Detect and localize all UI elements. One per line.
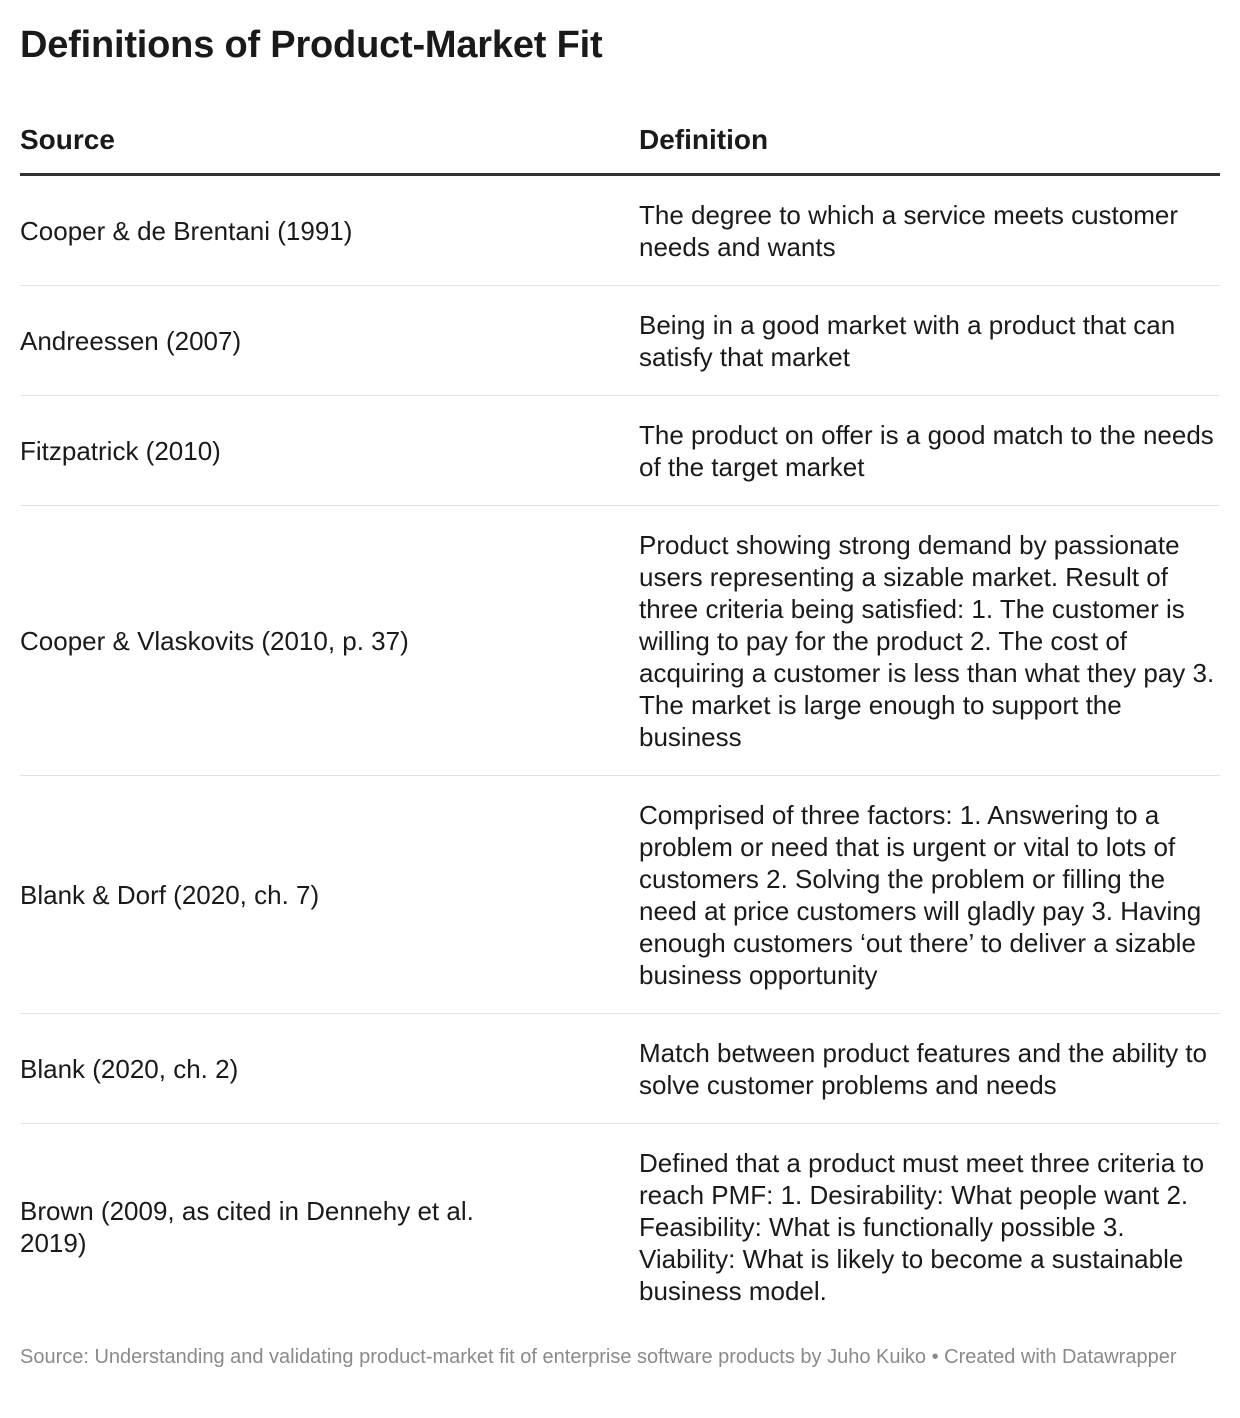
cell-source: Cooper & Vlaskovits (2010, p. 37) [20, 626, 409, 656]
table-row [20, 506, 1220, 776]
cell-source: Blank (2020, ch. 2) [20, 1054, 239, 1084]
definitions-table [20, 118, 1220, 1329]
table-row [20, 286, 1220, 396]
table-header [20, 118, 1220, 176]
table-row [20, 176, 1220, 286]
header-source: Source [20, 123, 115, 155]
cell-definition: Being in a good market with a product that can satisfy that market [639, 310, 1176, 372]
cell-definition: The degree to which a service meets customer needs and wants [639, 200, 1179, 262]
cell-definition: Comprised of three factors: 1. Answering to a problem or need that is urgent or vital to lots of customers 2. Solving the problem or filling the need at price customers will gladly pay 3. Having enough customers ‘out there’ to deliver a sizable business opportunity [639, 800, 1202, 990]
page-title: Definitions of Product-Market Fit [20, 24, 603, 66]
header-definition: Definition [639, 123, 769, 155]
table-row [20, 1014, 1220, 1124]
cell-source: Fitzpatrick (2010) [20, 436, 221, 466]
table-row [20, 776, 1220, 1014]
source-footer: Source: Understanding and validating product-market fit of enterprise software products by Juho Kuiko • Created with Datawrapper [20, 1346, 1177, 1368]
table-row [20, 1124, 1220, 1329]
cell-definition: The product on offer is a good match to the needs of the target market [639, 420, 1214, 482]
cell-source: Blank & Dorf (2020, ch. 7) [20, 880, 320, 910]
table-row [20, 396, 1220, 506]
cell-definition: Match between product features and the ability to solve customer problems and needs [639, 1038, 1208, 1100]
cell-definition: Defined that a product must meet three criteria to reach PMF: 1. Desirability: What people want 2. Feasibility: What is functionally possible 3. Viability: What is likely to become a sustainable business model. [639, 1148, 1205, 1306]
cell-definition: Product showing strong demand by passionate users representing a sizable market. Result of three criteria being satisfied: 1. The customer is willing to pay for the product 2. The cost of acquiring a customer is less than what they pay 3. The market is large enough to support the business [639, 530, 1215, 752]
cell-source: Andreessen (2007) [20, 326, 242, 356]
cell-source: Brown (2009, as cited in Dennehy et al. 2019) [20, 1196, 474, 1258]
cell-source: Cooper & de Brentani (1991) [20, 216, 353, 246]
